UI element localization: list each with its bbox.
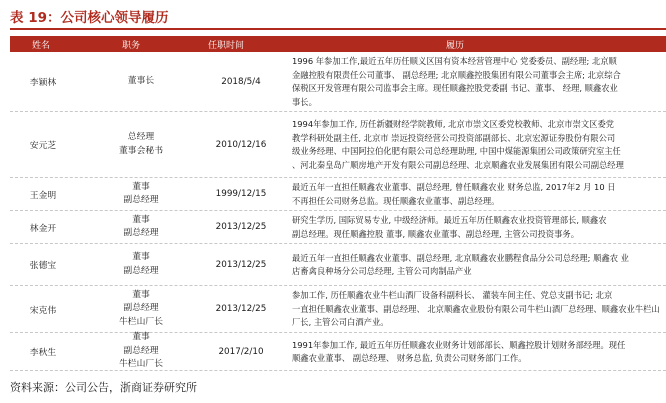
position-line: 董事 [132, 332, 150, 343]
position-line: 牛栏山厂长 [119, 316, 163, 327]
cell-resume [292, 339, 666, 366]
position-line: 董事 [132, 181, 150, 192]
resume-line: 1991年参加工作, 最近五年历任顺鑫农业财务计划部部长、顺鑫控股计划财务部经理。现任 [292, 339, 626, 350]
position-line: 董事 [132, 252, 150, 262]
position-line: 副总经理 [123, 303, 159, 314]
cell-resume [292, 181, 666, 208]
cell-resume [292, 214, 666, 241]
cell-tenure: 1999/12/15 [215, 189, 267, 199]
table-row [10, 52, 666, 112]
cell-tenure: 2013/12/25 [215, 259, 267, 270]
position-line: 副总经理 [123, 345, 159, 356]
cell-name: 安元芝 [29, 141, 57, 151]
cell-name: 李秋生 [29, 348, 57, 358]
header-position: 职务 [122, 41, 141, 51]
header-tenure: 任职时间 [208, 41, 245, 51]
cell-tenure: 2013/12/25 [215, 304, 267, 314]
position-line: 牛栏山厂长 [119, 359, 163, 370]
resume-line: 厂长, 主管公司白酒产业。 [292, 317, 389, 328]
position-line: 董事 [132, 289, 150, 300]
cell-position [80, 333, 202, 370]
position-line: 副总经理 [123, 195, 159, 205]
table-header [10, 36, 666, 52]
cell-position [80, 286, 202, 332]
table-row [10, 333, 666, 371]
resume-line: 级业务经理、中国阿拉伯化肥有限公司总经理助理, 中国中煤能源集团公司政策研究室主任 [292, 146, 621, 156]
cell-resume [292, 118, 666, 172]
cell-name: 王金明 [29, 190, 57, 201]
table-row [10, 286, 666, 333]
header-resume: 履历 [446, 41, 465, 51]
resume-line: 参加工作, 历任顺鑫农业牛栏山酒厂设备科副科长、 灌装车间主任、党总支副书记; 北京 [292, 290, 613, 301]
resume-line: 事长。 [292, 96, 317, 107]
resume-line: 最近五年一直担任顺鑫农业董事、副总经理, 曾任顺鑫农业 财务总监, 2017年2 月 10 日 [292, 182, 616, 192]
cell-position [80, 178, 202, 210]
cell-tenure: 2013/12/25 [215, 222, 267, 232]
table-row [10, 112, 666, 178]
cell-tenure: 2017/2/10 [218, 346, 264, 357]
resume-line: 一直担任顺鑫农业董事、副总经理、 北京顺鑫农业股份有限公司牛栏山酒厂总经理、顺鑫农业牛栏山 [292, 303, 660, 314]
cell-name: 李颖林 [29, 78, 57, 88]
table-row [10, 178, 666, 211]
resume-line: 教学科研处副主任, 北京市 崇远投资经营公司投资部副部长、北京宏源证券股份有限公司 [292, 132, 616, 143]
cell-name: 林金开 [29, 223, 57, 234]
source-note: 资料来源：公司公告，浙商证券研究所 [10, 381, 197, 394]
resume-line: 金融控股有限责任公司董事、 副总经理; 北京顺鑫控股集团有限公司董事会主席; 北京综合 [292, 69, 621, 80]
cell-resume [292, 55, 666, 109]
position-line: 副总经理 [123, 228, 159, 238]
position-line: 总经理 [127, 132, 155, 142]
resume-line: 1996 年参加工作,最近五年历任顺义区国有资本经营管理中心 党委委员、副经理; 北京顺 [292, 56, 617, 66]
resume-line: 1994年参加工作, 历任新疆财经学院教师, 北京市崇文区委党校教师、北京市崇文区委党 [292, 119, 615, 129]
title-divider [10, 28, 666, 30]
resume-line: 顺鑫农业董事、 副总经理、 财务总监, 负责公司财务部门工作。 [292, 353, 527, 363]
cell-name: 张德宝 [29, 261, 57, 271]
resume-line: 不再担任公司财务总监。现任顺鑫农业董事、副总经理。 [292, 195, 500, 206]
position-line: 董事会秘书 [119, 145, 163, 156]
cell-position [80, 52, 202, 111]
cell-name: 宋克伟 [29, 305, 57, 316]
resume-line: 、河北秦皇岛广顺房地产开发有限公司副总经理、北京顺鑫农业发展集团有限公司副总经理 [292, 159, 624, 170]
cell-resume [292, 289, 666, 330]
table-row [10, 244, 666, 286]
cell-position [80, 211, 202, 243]
position-line: 董事 [132, 214, 150, 225]
cell-position [80, 244, 202, 285]
cell-resume [292, 252, 666, 279]
header-name: 姓名 [32, 41, 51, 51]
resume-line: 研究生学历, 国际贸易专业, 中级经济师。最近五年历任顺鑫农业投资管理部长, 顺鑫农 [292, 215, 607, 225]
table-row [10, 211, 666, 244]
cell-tenure: 2018/5/4 [221, 76, 261, 87]
resume-line: 保税区开发管理有限公司监事会主席。现任顺鑫控股党委副 书记、董事、 经理, 顺鑫农业 [292, 83, 618, 93]
position-line: 董事长 [127, 75, 155, 86]
table-title: 表 19：公司核心领导履历 [10, 10, 169, 26]
resume-line: 最近五年一直担任顺鑫农业董事、副总经理, 北京顺鑫农业鹏程食品分公司总经理; 顺鑫农 业 [292, 252, 629, 263]
cell-tenure: 2010/12/16 [215, 139, 267, 150]
cell-position [80, 112, 202, 177]
resume-line: 副总经理。现任顺鑫控股 董事, 顺鑫农业董事、副总经理, 主管公司投资事务。 [292, 228, 579, 239]
resume-line: 店畜禽良种场分公司总经理, 主管公司肉制品产业 [292, 266, 472, 276]
position-line: 副总经理 [123, 265, 159, 276]
